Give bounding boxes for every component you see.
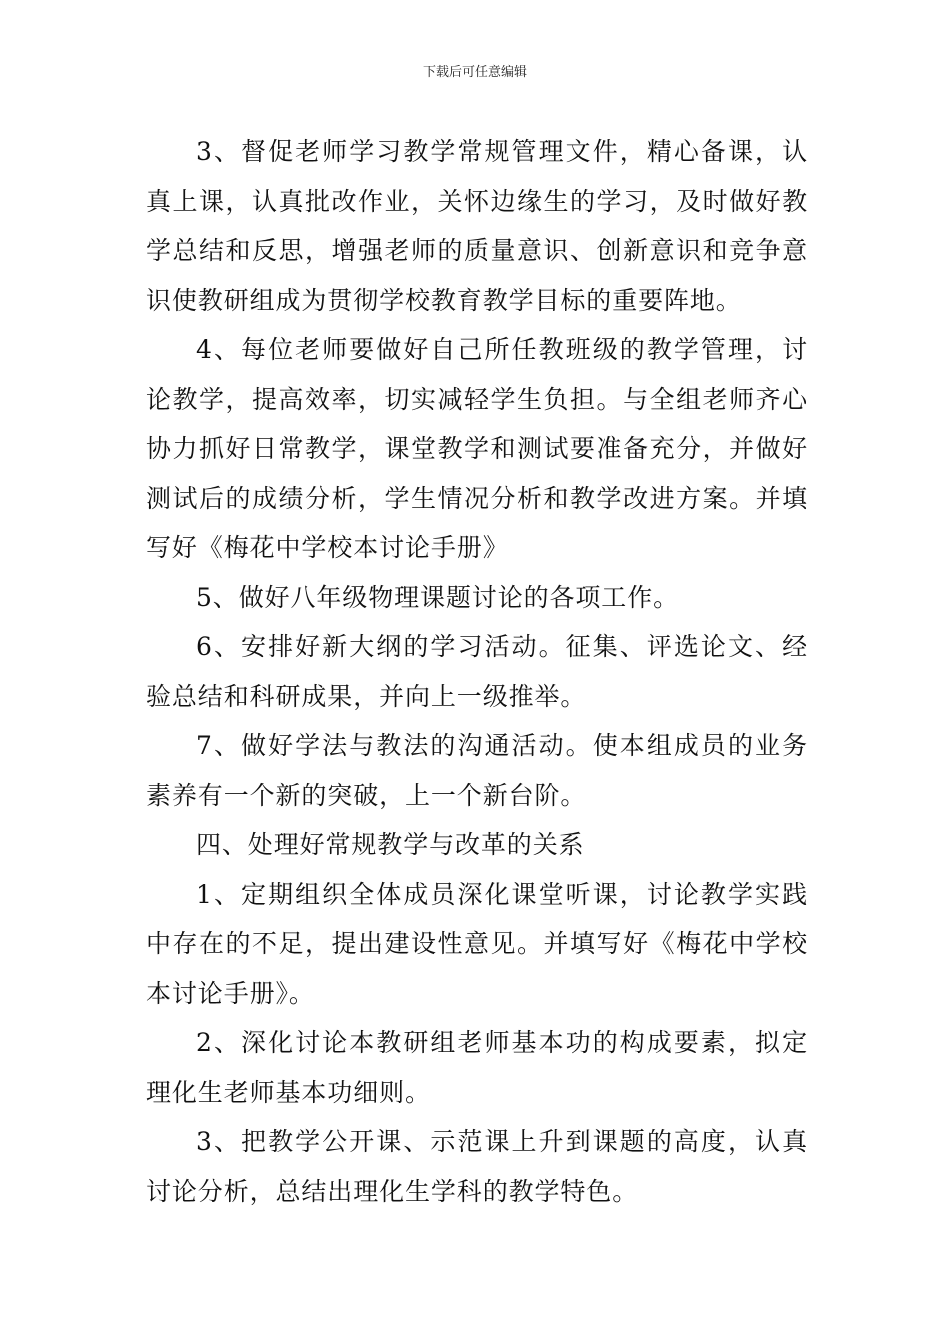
paragraph-section4-item-2: 2、深化讨论本教研组老师基本功的构成要素，拟定理化生老师基本功细则。 (146, 1028, 808, 1107)
paragraph-section4-item-1: 1、定期组织全体成员深化课堂听课，讨论教学实践中存在的不足，提出建设性意见。并填写好《梅花中学校本讨论手册》。 (146, 879, 808, 1008)
page-header-note: 下载后可任意编辑 (422, 65, 527, 80)
paragraph-section4-item-3: 3、把教学公开课、示范课上升到课题的高度，认真讨论分析，总结出理化生学科的教学特色。 (146, 1127, 808, 1206)
paragraph-item-7: 7、做好学法与教法的沟通活动。使本组成员的业务素养有一个新的突破，上一个新台阶。 (146, 731, 808, 810)
paragraph-item-5: 5、做好八年级物理课题讨论的各项工作。 (196, 582, 680, 612)
paragraph-item-6: 6、安排好新大纲的学习活动。征集、评选论文、经验总结和科研成果，并向上一级推举。 (146, 632, 808, 711)
section-heading-4: 四、处理好常规教学与改革的关系 (196, 830, 585, 859)
document-body (146, 127, 808, 1216)
paragraph-item-4: 4、每位老师要做好自己所任教班级的教学管理，讨论教学，提高效率，切实减轻学生负担。与全组老师齐心协力抓好日常教学，课堂教学和测试要准备充分，并做好测试后的成绩分析，学生情况分析和教学改进方案。并填写好《梅花中学校本讨论手册》 (146, 335, 808, 562)
paragraph-item-3: 3、督促老师学习教学常规管理文件，精心备课，认真上课，认真批改作业，关怀边缘生的学习，及时做好教学总结和反思，增强老师的质量意识、创新意识和竞争意识使教研组成为贯彻学校教育教学目标的重要阵地。 (146, 137, 808, 315)
